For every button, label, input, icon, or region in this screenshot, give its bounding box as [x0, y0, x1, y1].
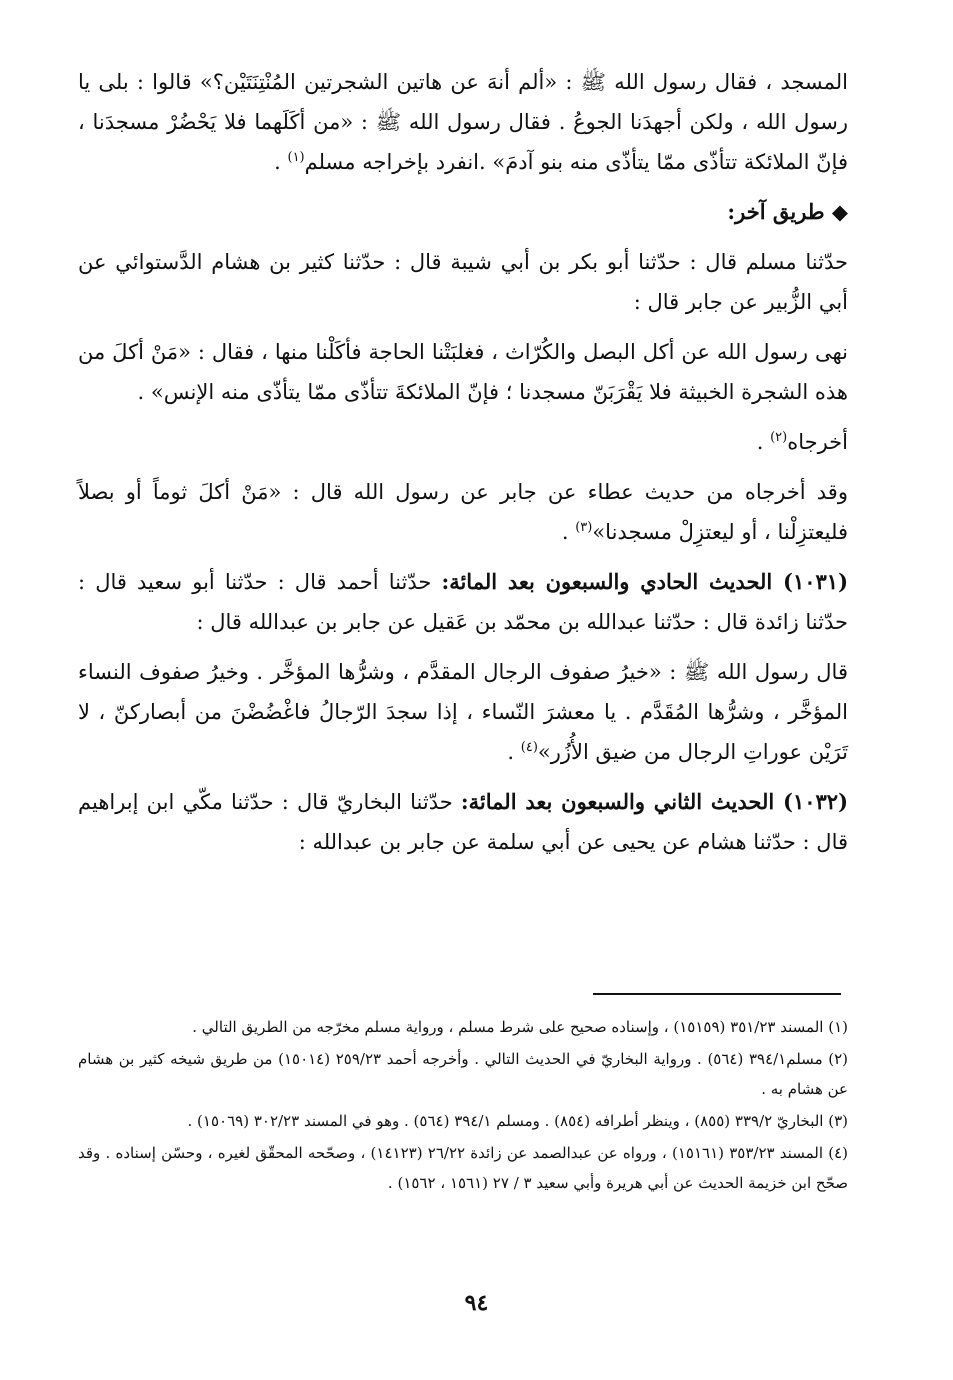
page-number: ٩٤ [464, 1290, 489, 1316]
footnote-ref-1[interactable]: (١) [287, 150, 305, 165]
hadith-title: الحديث الحادي والسبعون بعد المائة: [441, 569, 783, 594]
paragraph-text: قال رسول الله ﷺ : «خيرُ صفوف الرجال المقدَّم ، وشرُّها المؤخَّر . وخيرُ صفوف النساء المؤخَّر ، وشرُّها المُقَدَّم . يا معشرَ النّساء ، إذا سجدَ الرّجالُ فاغْضُضْنَ من أبصاركنّ ، لا تَرَيْن عوراتِ الرجال من ضيق الأُزُر» [78, 660, 848, 764]
footnote-3: (٣) البخاريّ ٣٣٩/٢ (٨٥٥) ، وينظر أطرافه (٨٥٤) . ومسلم ٣٩٤/١ (٥٦٤) . وهو في المسند ٣٠٢/٢٣ (١٥٠٦٩) . [187, 1112, 848, 1130]
paragraph-end: . [274, 150, 288, 174]
hadith-1032 [78, 782, 848, 862]
paragraph-1 [78, 62, 848, 182]
paragraph-text: المسجد ، فقال رسول الله ﷺ : «ألم أنهَ عن هاتين الشجرتين المُنْتِنَتَيْن؟» قالوا : بلى يا رسول الله ، ولكن أجهدَنا الجوعُ . فقال رسول الله ﷺ : «من أكَلَهما فلا يَحْضُرْ مسجدَنا ، فإنّ الملائكة تتأذّى ممّا يتأذّى منه بنو آدمَ» .انفرد بإخراجه مسلم [78, 70, 848, 174]
hadith-isnad: حدّثنا أحمد قال : حدّثنا أبو سعيد قال : حدّثنا زائدة قال : حدّثنا عبدالله بن محمّد بن عَقيل عن جابر بن عبدالله قال : [78, 570, 848, 634]
footnotes [78, 1012, 848, 1200]
paragraph-text: وقد أخرجاه من حديث عطاء عن جابر عن رسول الله قال : «مَنْ أكلَ ثوماً أو بصلاً فليعتزِلْنا ، أو ليعتزِلْ مسجدنا» [78, 480, 848, 544]
hadith-number: (١٠٣٢) [783, 789, 848, 814]
footnote-separator [593, 993, 841, 995]
footnote-ref-3[interactable]: (٣) [575, 520, 593, 535]
paragraph-end: . [507, 740, 521, 764]
section-heading: ◆ طريق آخر: [727, 199, 848, 224]
paragraph-5 [78, 472, 848, 552]
footnote-2: (٢) مسلم٣٩٤/١ (٥٦٤) . ورواية البخاريّ في الحديث التالي . وأخرجه أحمد ٢٥٩/٢٣ (١٥٠١٤) من طريق شيخه كثير بن هشام عن هشام به . [78, 1050, 848, 1098]
hadith-1031 [78, 562, 848, 642]
hadith-isnad: حدّثنا البخاريّ قال : حدّثنا مكّي ابن إبراهيم قال : حدّثنا هشام عن يحيى عن أبي سلمة عن جابر بن عبدالله : [78, 790, 848, 854]
paragraph-2: حدّثنا مسلم قال : حدّثنا أبو بكر بن أبي شيبة قال : حدّثنا كثير بن هشام الدَّستوائي عن أبي الزُّبير عن جابر قال : [78, 250, 848, 314]
hadith-number: (١٠٣١) [783, 569, 848, 594]
footnote-ref-4[interactable]: (٤) [520, 740, 538, 755]
paragraph-end: . [561, 520, 576, 544]
footnote-ref-2[interactable]: (٢) [770, 430, 788, 445]
footnote-1: (١) المسند ٣٥١/٢٣ (١٥١٥٩) ، وإسناده صحيح على شرط مسلم ، ورواية مسلم مخرّجه من الطريق التالي . [192, 1018, 848, 1036]
paragraph-end: . [756, 430, 771, 454]
paragraph-6 [78, 652, 848, 772]
paragraph-4 [78, 422, 848, 462]
main-text [78, 62, 848, 872]
paragraph-3: نهى رسول الله عن أكل البصل والكُرّاث ، فغلبَتْنا الحاجة فأكَلْنا منها ، فقال : «مَنْ أكلَ من هذه الشجرة الخبيثة فلا يَقْرَبَنّ مسجدنا ؛ فإنّ الملائكةَ تتأذّى ممّا يتأذّى منه الإنس» . [78, 340, 848, 404]
footnote-4: (٤) المسند ٣٥٣/٢٣ (١٥١٦١) ، ورواه عن عبدالصمد عن زائدة ٢٦/٢٢ (١٤١٢٣) ، وصحّحه المحقّق لغيره ، وحسّن إسناده . وقد صحّح ابن خزيمة الحديث عن أبي هريرة وأبي سعيد ٣ / ٢٧ (١٥٦١ ، ١٥٦٢) . [78, 1144, 849, 1192]
paragraph-text: أخرجاه [787, 430, 848, 454]
hadith-title: الحديث الثاني والسبعون بعد المائة: [460, 789, 783, 814]
